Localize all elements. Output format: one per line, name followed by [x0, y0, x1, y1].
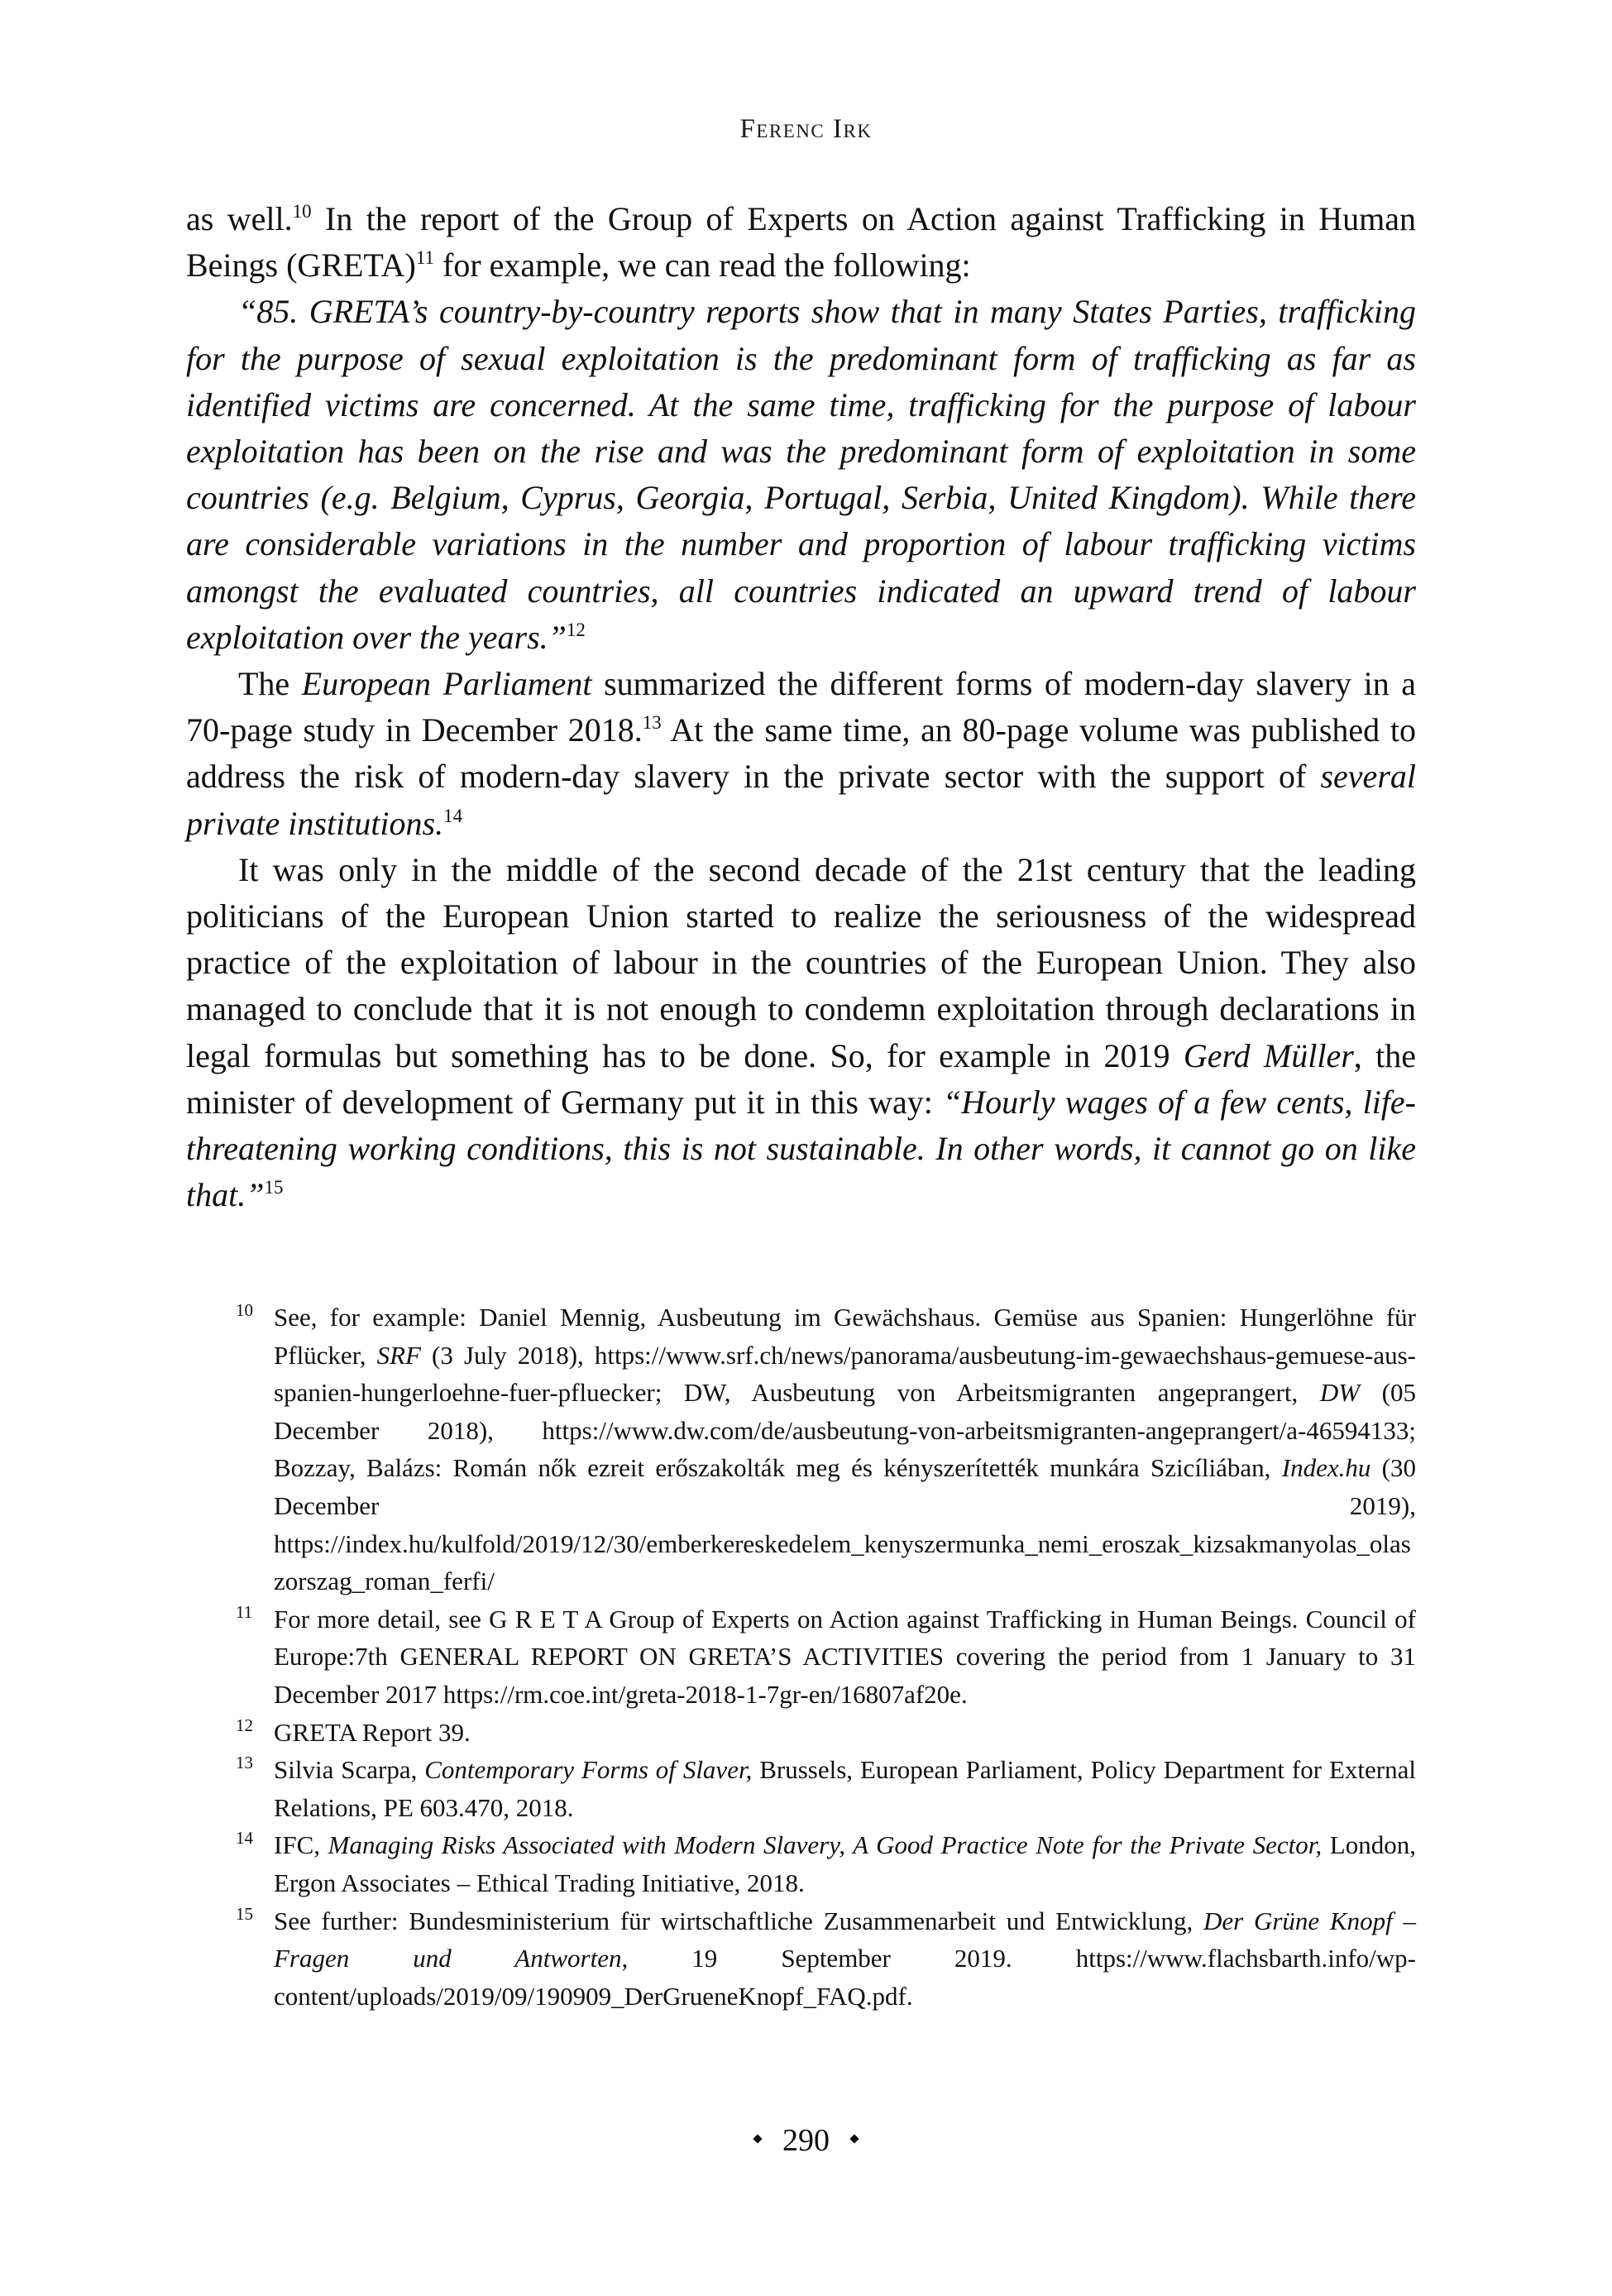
- footnotes-section: [236, 1299, 1416, 2015]
- text-run: The: [238, 665, 302, 703]
- text-run: (30 December 2019), https://index.hu/kulfold/2019/12/30/emberkereskedelem_kenyszermunka_nemi_eroszak_kizsakmanyolas_olaszorszag_roman_ferfi/: [274, 1453, 1416, 1596]
- text-run: London, Ergon Associates – Ethical Trading Initiative, 2018.: [274, 1830, 1416, 1897]
- text-run: GRETA Report 39.: [274, 1717, 471, 1747]
- footnote-number: 15: [236, 1903, 253, 1924]
- footnote-number: 10: [236, 1300, 253, 1320]
- footnote-ref-13[interactable]: 13: [642, 712, 662, 734]
- text-run: At the same time, an 80-page volume was published to address the risk of modern-day slavery in the private sector with the support of: [186, 711, 1416, 796]
- emphasis-private-institutions: several private institutions.: [186, 758, 1416, 842]
- text-run: (05 December 2018), https://www.dw.com/de/ausbeutung-von-arbeitsmigranten-angeprangert/a-46594133; Bozzay, Balázs: Román nők ezreit erőszakolták meg és kényszerítették munkára Szicíliában,: [274, 1378, 1416, 1483]
- emphasis-dw: DW: [1319, 1378, 1361, 1408]
- quote-muller: “Hourly wages of a few cents, life-threatening working conditions, this is not sustainable. In other words, it cannot go on like that.”: [186, 1083, 1416, 1214]
- footnote-number: 12: [236, 1715, 253, 1735]
- footnote-10: [236, 1299, 1416, 1600]
- text-run: 19 September 2019. https://www.flachsbarth.info/wp-content/uploads/2019/09/190909_DerGrueneKnopf_FAQ.pdf.: [274, 1944, 1416, 2011]
- text-run: as well.: [186, 200, 293, 237]
- block-quote-greta: [186, 289, 1416, 661]
- footnote-ref-11[interactable]: 11: [415, 247, 435, 269]
- footnote-ref-12[interactable]: 12: [566, 619, 586, 640]
- paragraph-european-parliament: [186, 661, 1416, 847]
- paragraph-greta-intro: [186, 196, 1416, 289]
- page-number: 290: [782, 2123, 830, 2158]
- text-run: IFC,: [274, 1830, 328, 1860]
- paragraph-eu-politicians: [186, 847, 1416, 1219]
- emphasis-european-parliament: European Parliament: [301, 665, 592, 703]
- text-run: Silvia Scarpa,: [274, 1755, 425, 1785]
- footnote-ref-15[interactable]: 15: [264, 1177, 284, 1198]
- diamond-bullet-icon: [753, 2134, 762, 2143]
- footnote-ref-14[interactable]: 14: [443, 805, 463, 826]
- text-run: In the report of the Group of Experts on Action against Trafficking in Human Beings (GRETA): [186, 200, 1417, 285]
- text-run: summarized the different forms of modern-day slavery in a 70-page study in December 2018.: [186, 665, 1417, 749]
- page-number-footer: [0, 2122, 1612, 2159]
- emphasis-title: Contemporary Forms of Slaver,: [424, 1755, 753, 1785]
- footnote-12: [236, 1714, 1416, 1752]
- emphasis-title: Der Grüne Knopf – Fragen und Antworten,: [274, 1906, 1416, 1973]
- text-run: It was only in the middle of the second decade of the 21st century that the leading politicians of the European Union started to realize the seriousness of the widespread practice of the exploitation of labour in the countries of the European Union. They also managed to conclude that it is not enough to condemn exploitation through declarations in legal formulas but something has to be done. So, for example in 2019: [186, 850, 1416, 1074]
- running-head-author: Ferenc Irk: [739, 114, 873, 144]
- emphasis-srf: SRF: [376, 1340, 421, 1370]
- text-run: (3 July 2018), https://www.srf.ch/news/panorama/ausbeutung-im-gewaechshaus-gemuese-aus-spanien-hungerloehne-fuer-pfluecker; DW, Ausbeutung von Arbeitsmigranten angeprangert,: [274, 1340, 1416, 1408]
- footnote-number: 13: [236, 1753, 253, 1773]
- footnote-14: [236, 1826, 1416, 1901]
- main-text: [186, 196, 1416, 1218]
- text-run: See further: Bundesministerium für wirtschaftliche Zusammenarbeit und Entwicklung,: [274, 1906, 1203, 1935]
- emphasis-index-hu: Index.hu: [1281, 1453, 1371, 1483]
- footnote-13: [236, 1751, 1416, 1826]
- diamond-bullet-icon: [849, 2134, 859, 2143]
- text-run: For more detail, see G R E T A Group of Experts on Action against Trafficking in Human Beings. Council of Europe:7th GENERAL REPORT ON GRETA’S ACTIVITIES covering the period from 1 January to 31 December 2017 https://rm.coe.int/greta-2018-1-7gr-en/16807af20e.: [274, 1604, 1416, 1709]
- text-run: See, for example: Daniel Mennig, Ausbeutung im Gewächshaus. Gemüse aus Spanien: Hungerlöhne für Pflücker,: [274, 1303, 1416, 1370]
- quote-text: “85. GRETA’s country-by-country reports show that in many States Parties, trafficking for the purpose of sexual exploitation is the predominant form of trafficking as far as identified victims are concerned. At the same time, trafficking for the purpose of labour exploitation has been on the rise and was the predominant form of exploitation in some countries (e.g. Belgium, Cyprus, Georgia, Portugal, Serbia, United Kingdom). While there are considerable variations in the number and proportion of labour trafficking victims amongst the evaluated countries, all countries indicated an upward trend of labour exploitation over the years.”: [186, 293, 1416, 656]
- footnote-ref-10[interactable]: 10: [292, 201, 312, 222]
- footnote-number: 14: [236, 1828, 253, 1849]
- text-run: for example, we can read the following:: [434, 246, 971, 285]
- text-run: , the minister of development of Germany put it in this way:: [186, 1036, 1416, 1121]
- text-run: Brussels, European Parliament, Policy Department for External Relations, PE 603.470, 2018.: [274, 1755, 1416, 1822]
- footnote-number: 11: [236, 1601, 253, 1622]
- emphasis-title: Managing Risks Associated with Modern Slavery, A Good Practice Note for the Private Sector,: [328, 1830, 1323, 1860]
- emphasis-gerd-muller: Gerd Müller: [1183, 1036, 1354, 1074]
- footnote-11: [236, 1600, 1416, 1714]
- footnote-15: [236, 1902, 1416, 2016]
